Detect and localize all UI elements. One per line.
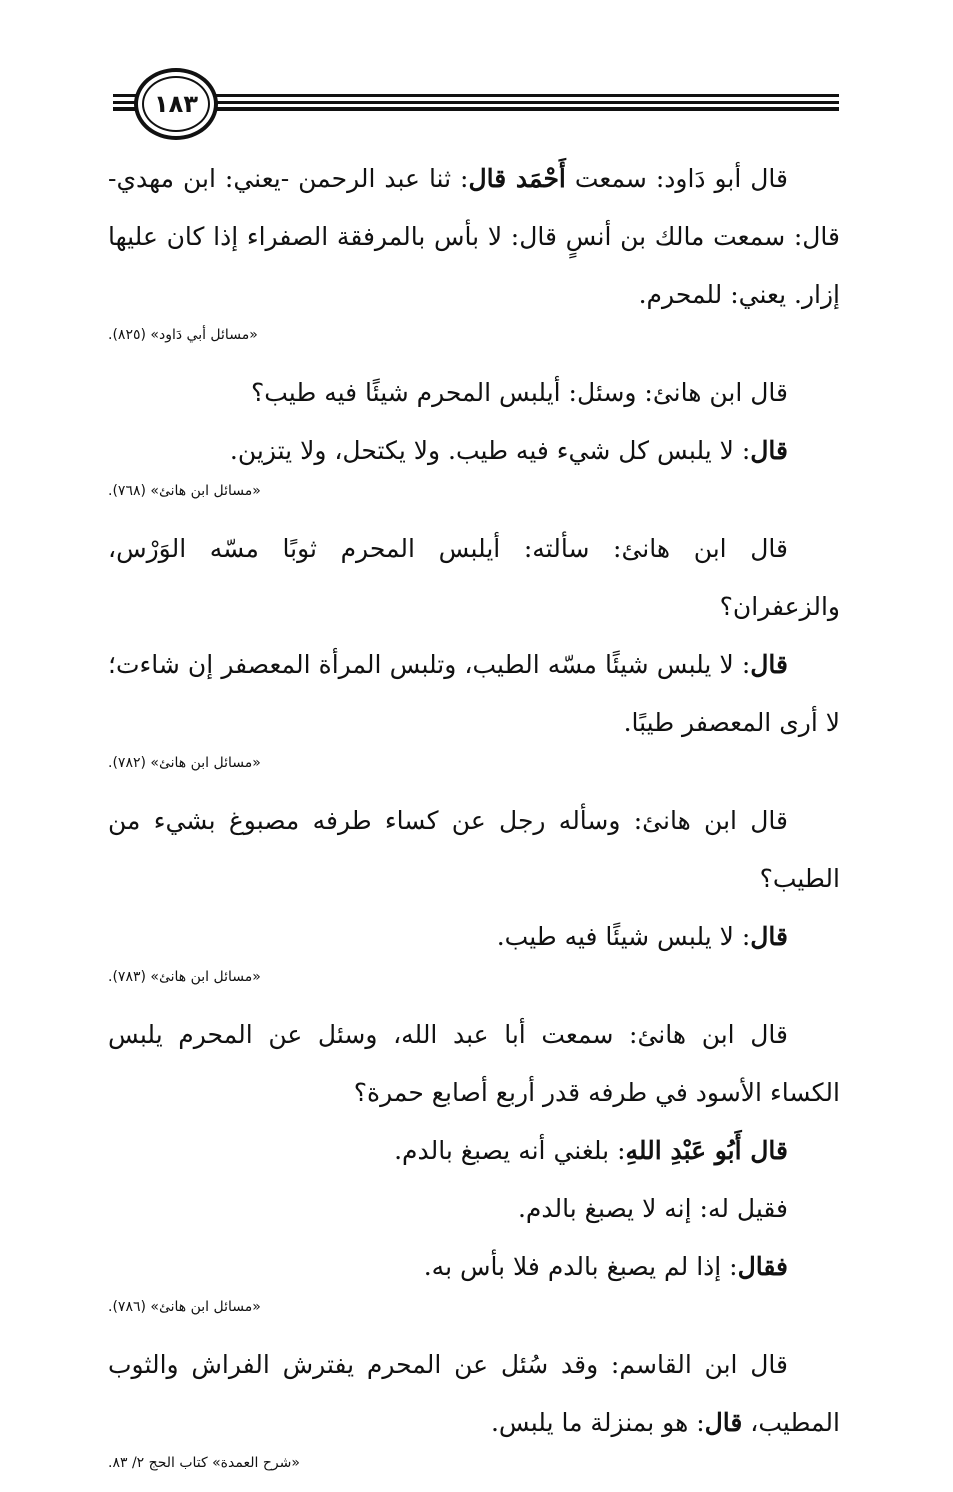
page-number-ring	[142, 76, 210, 132]
source-citation: «مسائل ابن هانئ» (٧٨٦).	[108, 1299, 261, 1315]
page-number: ١٨٣	[154, 90, 198, 118]
paragraph: قال أبو دَاود: سمعت أَحْمَد قال: ثنا عبد الرحمن -يعني: ابن مهدي- قال: سمعت مالك بن أنسٍ قال: لا بأس بالمرفقة الصفراء إذا كان عليها إزار. يعني: للمحرم.	[108, 164, 840, 309]
header-rule-line	[113, 94, 839, 97]
page-body	[108, 150, 840, 1492]
paragraph: قال أَبُو عَبْدِ اللهِ: بلغني أنه يصبغ بالدم.	[394, 1136, 788, 1165]
paragraph: فقال: إذا لم يصبغ بالدم فلا بأس به.	[423, 1252, 788, 1281]
paragraph: قال ابن هانئ: وسأله رجل عن كساء طرفه مصبوغ بشيء من الطيب؟	[108, 806, 840, 893]
header-rule-line	[113, 101, 839, 104]
page-number-badge	[134, 68, 218, 140]
header-rule-line	[113, 107, 839, 111]
paragraph: فقيل له: إنه لا يصبغ بالدم.	[517, 1194, 788, 1223]
source-citation: «شرح العمدة» كتاب الحج ٢/ ٨٣.	[108, 1455, 300, 1471]
paragraph: قال ابن هانئ: سألته: أيلبس المحرم ثوبًا مسّه الوَرْس، والزعفران؟	[108, 534, 840, 621]
header-rule	[113, 94, 839, 114]
paragraph: قال: لا يلبس شيئًا مسّه الطيب، وتلبس المرأة المعصفر إن شاءت؛ لا أرى المعصفر طيبًا.	[108, 650, 840, 737]
paragraph: قال: لا يلبس كل شيء فيه طيب. ولا يكتحل، ولا يتزين.	[229, 436, 788, 465]
paragraph: قال ابن هانئ: وسئل: أيلبس المحرم شيئًا فيه طيب؟	[250, 378, 788, 407]
source-citation: «مسائل أبي دَاود» (٨٢٥).	[108, 327, 258, 343]
paragraph: قال ابن هانئ: سمعت أبا عبد الله، وسئل عن المحرم يلبس الكساء الأسود في طرفه قدر أربع أصابع حمرة؟	[108, 1020, 840, 1107]
source-citation: «مسائل ابن هانئ» (٧٨٣).	[108, 969, 261, 985]
source-citation: «مسائل ابن هانئ» (٧٦٨).	[108, 483, 261, 499]
paragraph: قال: لا يلبس شيئًا فيه طيب.	[496, 922, 788, 951]
source-citation: «مسائل ابن هانئ» (٧٨٢).	[108, 755, 261, 771]
paragraph: قال ابن القاسم: وقد سُئل عن المحرم يفترش الفراش والثوب المطيب، قال: هو بمنزلة ما يلبس.	[108, 1350, 840, 1437]
